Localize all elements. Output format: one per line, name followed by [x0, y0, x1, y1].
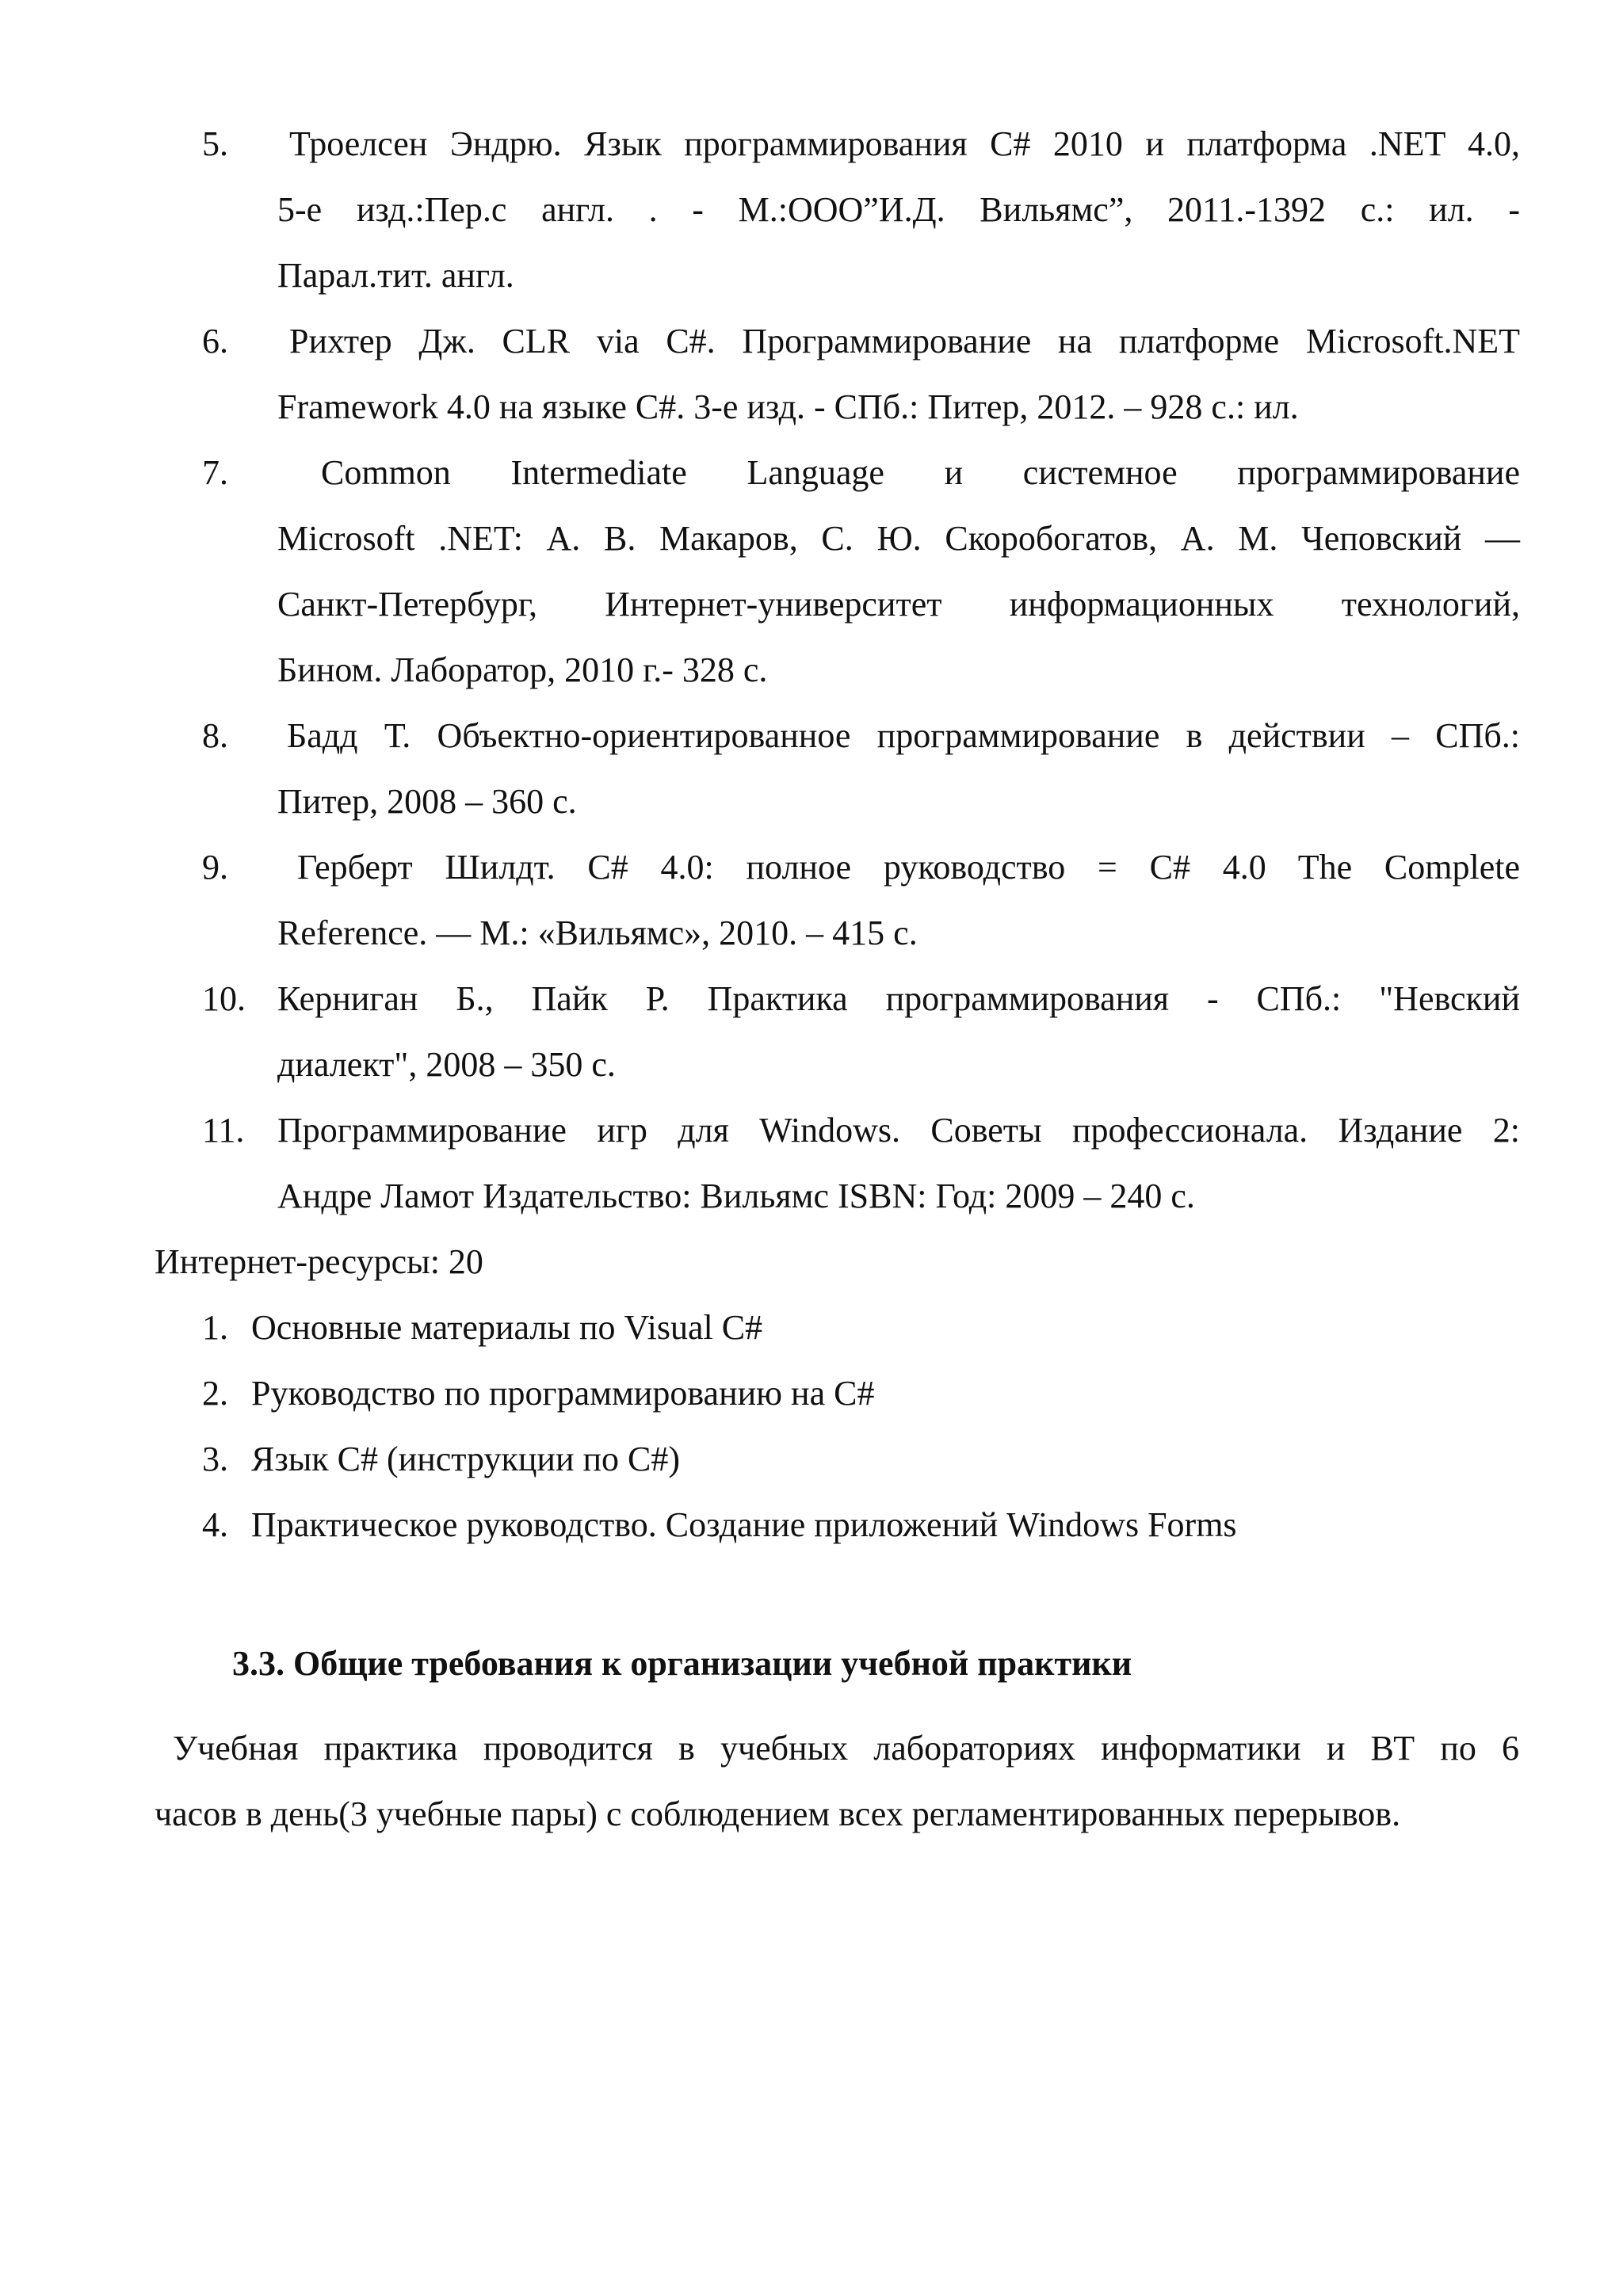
reference-line: Герберт Шилдт. C# 4.0: полное руководство = C# 4.0 The Complete: [297, 848, 1520, 887]
resource-number: 4.: [202, 1505, 228, 1544]
resource-text: Основные материалы по Visual C#: [251, 1308, 763, 1347]
resource-item-4: [202, 1492, 1237, 1558]
resource-number: 1.: [202, 1308, 228, 1347]
resource-item-1: [202, 1295, 762, 1360]
internet-resources-heading: Интернет-ресурсы: 20: [155, 1242, 483, 1281]
resource-text: Руководство по программированию на C#: [251, 1374, 875, 1413]
reference-number: 11.: [202, 1111, 245, 1150]
reference-number: 8.: [202, 716, 228, 755]
resource-number: 2.: [202, 1374, 228, 1413]
reference-line: Reference. — М.: «Вильямс», 2010. – 415 с.: [277, 913, 918, 952]
reference-line: Парал.тит. англ.: [277, 256, 514, 295]
section-heading: 3.3. Общие требования к организации учебной практики: [232, 1644, 1132, 1683]
reference-line: Санкт-Петербург, Интернет-университет информационных технологий,: [277, 585, 1520, 624]
reference-line: Бином. Лаборатор, 2010 г.- 328 с.: [277, 650, 768, 689]
resource-item-3: [202, 1426, 680, 1492]
reference-line: Андре Ламот Издательство: Вильямс ISBN: Год: 2009 – 240 с.: [277, 1177, 1195, 1215]
reference-line: Программирование игр для Windows. Советы профессионала. Издание 2:: [277, 1111, 1520, 1150]
reference-line: Рихтер Дж. CLR via C#. Программирование на платформе Microsoft.NET: [289, 322, 1520, 360]
reference-line: Common Intermediate Language и системное программирование: [321, 453, 1520, 492]
reference-number: 10.: [202, 979, 246, 1018]
reference-number: 7.: [202, 453, 228, 492]
reference-line: Троелсен Эндрю. Язык программирования С# 2010 и платформа .NET 4.0,: [289, 124, 1520, 163]
reference-number: 6.: [202, 322, 228, 360]
reference-line: Керниган Б., Пайк Р. Практика программирования - СПб.: "Невский: [277, 979, 1520, 1018]
reference-line: Microsoft .NET: А. В. Макаров, С. Ю. Скоробогатов, А. М. Чеповский —: [277, 519, 1520, 558]
reference-line: 5-е изд.:Пер.с англ. . - М.:ООО”И.Д. Вильямс”, 2011.-1392 с.: ил. -: [277, 190, 1520, 229]
resource-item-2: [202, 1360, 874, 1426]
paragraph-line: Учебная практика проводится в учебных лабораториях информатики и ВТ по 6: [173, 1729, 1519, 1768]
resource-text: Язык C# (инструкции по C#): [251, 1440, 681, 1478]
reference-line: Бадд Т. Объектно-ориентированное программирование в действии – СПб.:: [287, 716, 1520, 755]
reference-line: Питер, 2008 – 360 с.: [277, 782, 577, 821]
reference-number: 5.: [202, 124, 228, 163]
resource-text: Практическое руководство. Создание приложений Windows Forms: [251, 1505, 1237, 1544]
reference-line: Framework 4.0 на языке C#. 3-е изд. - СПб.: Питер, 2012. – 928 с.: ил.: [277, 387, 1299, 426]
resource-number: 3.: [202, 1440, 228, 1478]
paragraph-line: часов в день(3 учебные пары) с соблюдением всех регламентированных перерывов.: [155, 1794, 1401, 1833]
reference-number: 9.: [202, 848, 228, 887]
reference-line: диалект", 2008 – 350 с.: [277, 1045, 616, 1084]
